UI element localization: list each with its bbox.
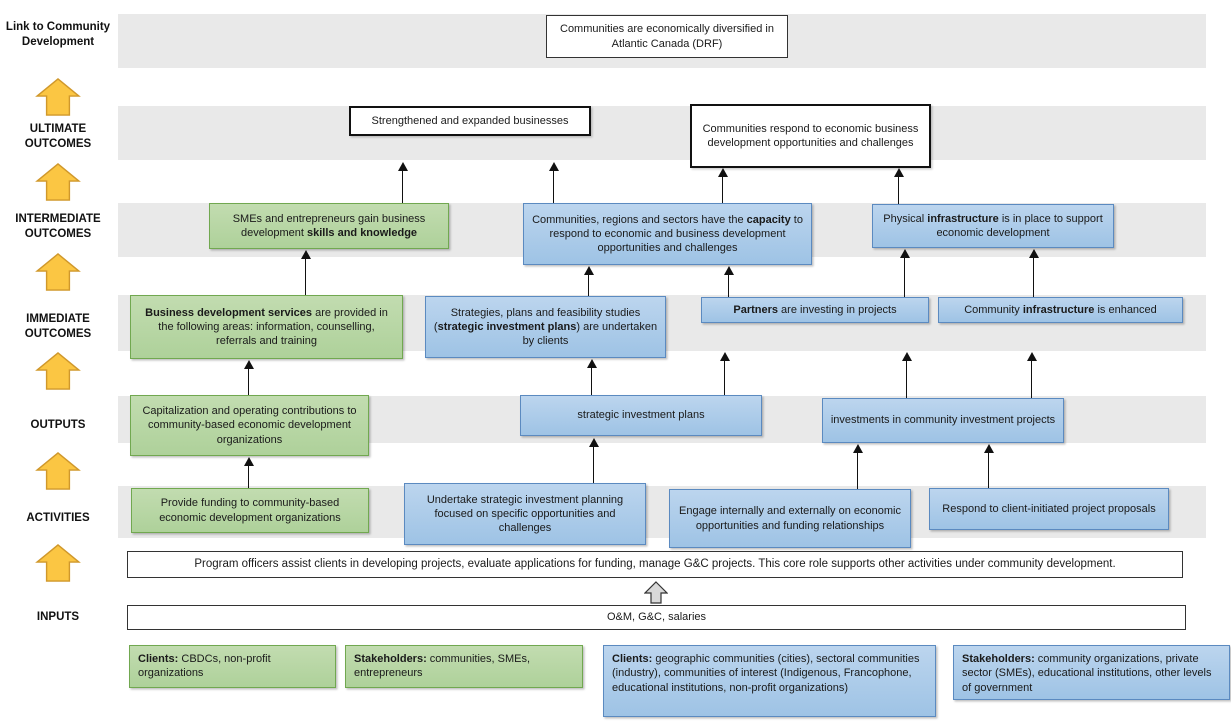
gold-up-arrow-icon <box>35 352 81 390</box>
arrow-capacity-to-strengthened <box>549 162 559 203</box>
arrow-sip-to-strategies <box>587 359 597 395</box>
arrow-infrastructure-to-communities-respond <box>894 168 904 204</box>
row-label-immediate-outcomes: IMMEDIATE OUTCOMES <box>24 313 92 340</box>
arrow-respond-to-investments <box>984 444 994 488</box>
gold-up-arrow-icon <box>35 78 81 116</box>
box-activity-engage-internally-externally: Engage internally and externally on economic opportunities and funding relationships <box>669 489 911 548</box>
arrow-bds-to-smes <box>301 250 311 295</box>
box-stakeholders-community-organizations: Stakeholders: community organizations, private sector (SMEs), educational institutions, other levels of government <box>953 645 1230 700</box>
row-label-activities: ACTIVITIES <box>26 512 90 524</box>
arrow-partners-to-physical-infrastructure <box>900 249 910 297</box>
row-label-link-to-community-development: Link to Community Development <box>5 21 111 48</box>
box-immediate-strategies-plans: Strategies, plans and feasibility studies (strategic investment plans) are undertaken by clients <box>425 296 666 358</box>
box-ultimate-communities-respond: Communities respond to economic business development opportunities and challenges <box>690 104 931 168</box>
box-output-strategic-investment-plans: strategic investment plans <box>520 395 762 436</box>
box-inputs-om-gc-salaries: O&M, G&C, salaries <box>127 605 1186 630</box>
arrow-engage-to-investments <box>853 444 863 489</box>
gold-up-arrow-icon <box>35 452 81 490</box>
arrow-community-infrastructure-to-physical <box>1029 249 1039 297</box>
box-immediate-partners-investing: Partners are investing in projects <box>701 297 929 323</box>
box-clients-cbdcs: Clients: CBDCs, non-profit organizations <box>129 645 336 688</box>
box-immediate-community-infrastructure: Community infrastructure is enhanced <box>938 297 1183 323</box>
row-label-ultimate-outcomes: ULTIMATE OUTCOMES <box>24 123 92 150</box>
box-intermediate-communities-capacity: Communities, regions and sectors have the capacity to respond to economic and business development opportunities and challenges <box>523 203 812 265</box>
row-label-inputs: INPUTS <box>36 611 80 623</box>
band-ultimate-outcomes <box>118 106 1206 160</box>
hollow-up-arrow-icon <box>644 581 668 604</box>
arrow-partners-to-capacity <box>724 266 734 297</box>
arrow-capitalization-to-bds <box>244 360 254 395</box>
box-clients-geographic-communities: Clients: geographic communities (cities), sectoral communities (industry), communities of interest (Indigenous, Francophone, educational institutions, non-profit organizations) <box>603 645 936 717</box>
arrow-capacity-to-communities-respond <box>718 168 728 203</box>
row-label-intermediate-outcomes: INTERMEDIATE OUTCOMES <box>15 213 101 240</box>
box-output-capitalization-contributions: Capitalization and operating contributions to community-based economic development organizations <box>130 395 369 456</box>
box-activity-respond-proposals: Respond to client-initiated project proposals <box>929 488 1169 530</box>
box-intermediate-smes-skills: SMEs and entrepreneurs gain business development skills and knowledge <box>209 203 449 249</box>
arrow-sip-to-partners <box>720 352 730 395</box>
gold-up-arrow-icon <box>35 253 81 291</box>
arrow-strategies-to-capacity <box>584 266 594 296</box>
arrow-smes-to-strengthened <box>398 162 408 203</box>
arrow-investments-to-partners <box>902 352 912 398</box>
box-output-investments-community-projects: investments in community investment projects <box>822 398 1064 443</box>
arrow-undertake-to-sip <box>589 438 599 483</box>
box-immediate-business-development-services: Business development services are provided in the following areas: information, counselling, referrals and training <box>130 295 403 359</box>
box-activity-provide-funding: Provide funding to community-based economic development organizations <box>131 488 369 533</box>
box-ultimate-strengthened-businesses: Strengthened and expanded businesses <box>349 106 591 136</box>
gold-up-arrow-icon <box>35 163 81 201</box>
box-drf-outcome: Communities are economically diversified in Atlantic Canada (DRF) <box>546 15 788 58</box>
box-stakeholders-communities-smes: Stakeholders: communities, SMEs, entrepreneurs <box>345 645 583 688</box>
gold-up-arrow-icon <box>35 544 81 582</box>
arrow-investments-to-community-infrastructure <box>1027 352 1037 398</box>
row-label-outputs: OUTPUTS <box>30 419 86 431</box>
arrow-funding-to-capitalization <box>244 457 254 488</box>
box-activity-undertake-planning: Undertake strategic investment planning focused on specific opportunities and challenges <box>404 483 646 545</box>
box-intermediate-physical-infrastructure: Physical infrastructure is in place to support economic development <box>872 204 1114 248</box>
box-core-role-program-officers: Program officers assist clients in developing projects, evaluate applications for funding, manage G&C projects. This core role supports other activities under community development. <box>127 551 1183 578</box>
